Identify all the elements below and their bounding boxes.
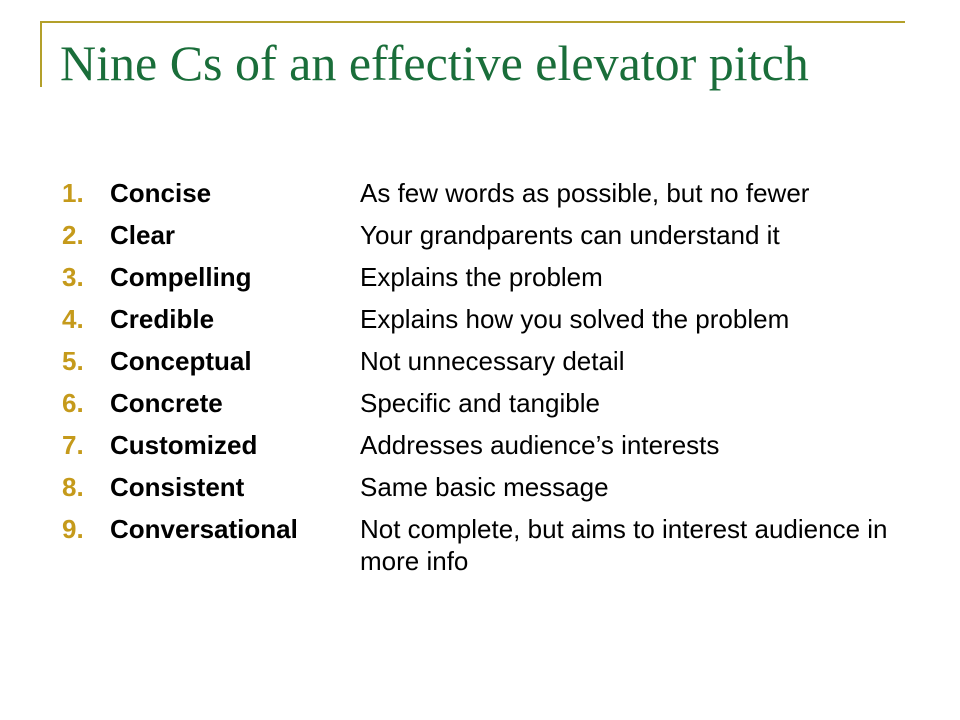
item-term: Conversational — [110, 514, 298, 544]
item-number: 5. — [62, 346, 84, 376]
item-term: Consistent — [110, 472, 245, 502]
item-term: Clear — [110, 220, 176, 250]
item-number: 3. — [62, 262, 84, 292]
item-description: Explains the problem — [360, 262, 603, 292]
top-decorative-rule — [40, 21, 905, 23]
list-item — [62, 508, 930, 577]
item-number: 8. — [62, 472, 84, 502]
list-item — [62, 298, 930, 340]
item-term: Compelling — [110, 262, 252, 292]
item-description: As few words as possible, but no fewer — [360, 178, 810, 208]
item-description: Not unnecessary detail — [360, 346, 625, 376]
item-term: Conceptual — [110, 346, 252, 376]
item-description: Same basic message — [360, 472, 609, 502]
list-item — [62, 424, 930, 466]
item-term: Customized — [110, 430, 258, 460]
item-number: 9. — [62, 514, 84, 544]
list-item — [62, 256, 930, 298]
item-term: Concise — [110, 178, 212, 208]
item-number: 4. — [62, 304, 84, 334]
nine-cs-list — [62, 172, 930, 577]
item-number: 1. — [62, 178, 84, 208]
item-number: 2. — [62, 220, 84, 250]
list-item — [62, 172, 930, 214]
item-number: 7. — [62, 430, 84, 460]
item-description: Explains how you solved the problem — [360, 304, 790, 334]
list-item — [62, 214, 930, 256]
item-description: Your grandparents can understand it — [360, 220, 780, 250]
item-number: 6. — [62, 388, 84, 418]
item-description: Addresses audience’s interests — [360, 430, 720, 460]
item-description: Specific and tangible — [360, 388, 600, 418]
slide-title: Nine Cs of an effective elevator pitch — [60, 35, 809, 91]
item-term: Credible — [110, 304, 215, 334]
left-decorative-rule — [40, 21, 42, 87]
item-description: Not complete, but aims to interest audience in more info — [360, 514, 888, 576]
item-term: Concrete — [110, 388, 223, 418]
list-item — [62, 340, 930, 382]
list-item — [62, 382, 930, 424]
list-item — [62, 466, 930, 508]
